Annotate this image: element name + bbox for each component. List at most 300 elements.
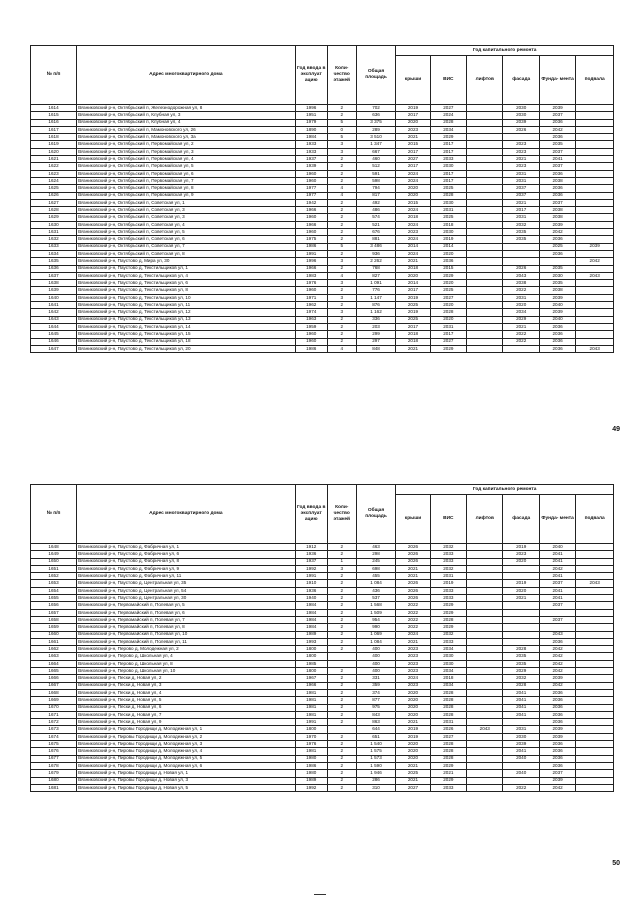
facade-year-cell: 2039 [503, 741, 539, 748]
table-row [31, 719, 614, 726]
vis-year-cell: 2020 [430, 250, 466, 257]
total-area-cell: 598 [356, 177, 396, 184]
basement-year-cell [576, 689, 614, 696]
header-year: Год ввода в эксплуат ацию [295, 485, 327, 544]
page-number-50: 50 [612, 860, 620, 867]
lift-year-cell [467, 689, 503, 696]
facade-year-cell: 2023 [503, 141, 539, 148]
facade-year-cell: 2021 [503, 323, 539, 330]
total-area-cell: 1 568 [356, 602, 396, 609]
total-area-cell: 1 573 [356, 755, 396, 762]
facade-year-cell: 2029 [503, 668, 539, 675]
table-row [31, 345, 614, 352]
total-area-cell: 512 [356, 163, 396, 170]
foundation-year-cell: 2039 [539, 221, 575, 228]
basement-year-cell [576, 250, 614, 257]
total-area-cell: 667 [356, 148, 396, 155]
basement-year-cell [576, 631, 614, 638]
row-number-cell: 1645 [31, 331, 77, 338]
floors-cell: 2 [327, 711, 356, 718]
address-cell: Вязниковский р-н, Паустово д, Текстильщиков ул, 8 [77, 287, 296, 294]
table-row [31, 134, 614, 141]
address-cell: Вязниковский р-н, Паустово д, Текстильщиков ул, 15 [77, 331, 296, 338]
roof-year-cell: 2021 [396, 565, 430, 572]
vis-year-cell: 2017 [430, 141, 466, 148]
floors-cell: 2 [327, 689, 356, 696]
header-facade: фасада [503, 495, 539, 544]
row-number-cell: 1633 [31, 243, 77, 250]
basement-year-cell [576, 163, 614, 170]
address-cell: Вязниковский р-н, Октябрьский п, Советская ул, 3 [77, 207, 296, 214]
floors-cell: 2 [327, 631, 356, 638]
table-row [31, 595, 614, 602]
total-area-cell: 374 [356, 689, 396, 696]
vis-year-cell: 2018 [430, 675, 466, 682]
total-area-cell: 297 [356, 338, 396, 345]
header-floors: Коли- чество этажей [327, 485, 356, 544]
foundation-year-cell: 2042 [539, 660, 575, 667]
foundation-year-cell: 2041 [539, 595, 575, 602]
lift-year-cell [467, 229, 503, 236]
roof-year-cell: 2018 [396, 265, 430, 272]
table-row [31, 646, 614, 653]
floors-cell: 2 [327, 580, 356, 587]
address-cell: Вязниковский р-н, Октябрьский п, Советская ул, 1 [77, 199, 296, 206]
foundation-year-cell: 2036 [539, 711, 575, 718]
roof-year-cell: 2026 [396, 595, 430, 602]
lift-year-cell [467, 214, 503, 221]
table-row [31, 660, 614, 667]
total-area-cell: 636 [356, 112, 396, 119]
lift-year-cell [467, 551, 503, 558]
basement-year-cell [576, 682, 614, 689]
basement-year-cell [576, 697, 614, 704]
row-number-cell: 1653 [31, 580, 77, 587]
facade-year-cell: 2043 [503, 272, 539, 279]
address-cell: Вязниковский р-н, Октябрьский п, Первомайская ул, 6 [77, 170, 296, 177]
foundation-year-cell: 2030 [539, 272, 575, 279]
facade-year-cell [503, 719, 539, 726]
vis-year-cell: 2028 [430, 616, 466, 623]
floors-cell: 2 [327, 595, 356, 602]
table-row [31, 105, 614, 112]
facade-year-cell: 2041 [503, 748, 539, 755]
vis-year-cell: 2019 [430, 580, 466, 587]
vis-year-cell: 2032 [430, 631, 466, 638]
facade-year-cell: 2020 [503, 302, 539, 309]
table-row [31, 616, 614, 623]
table-row [31, 631, 614, 638]
vis-year-cell: 2020 [430, 316, 466, 323]
table-row [31, 784, 614, 791]
basement-year-cell [576, 733, 614, 740]
total-area-cell: 876 [356, 302, 396, 309]
foundation-year-cell: 2040 [539, 316, 575, 323]
total-area-cell: 1 084 [356, 580, 396, 587]
year-built-cell: 1936 [295, 587, 327, 594]
basement-year-cell [576, 287, 614, 294]
facade-year-cell [503, 258, 539, 265]
address-cell: Вязниковский р-н, Перово д, Молодежная ул, 2 [77, 646, 296, 653]
address-cell: Вязниковский р-н, Пировы Городищи д, Молодежная ул, 2 [77, 733, 296, 740]
basement-year-cell [576, 551, 614, 558]
floors-cell: 4 [327, 345, 356, 352]
total-area-cell: 359 [356, 682, 396, 689]
vis-year-cell: 2030 [430, 653, 466, 660]
row-number-cell: 1644 [31, 323, 77, 330]
table-row [31, 119, 614, 126]
foundation-year-cell: 2036 [539, 704, 575, 711]
facade-year-cell [503, 777, 539, 784]
roof-year-cell: 2017 [396, 287, 430, 294]
roof-year-cell: 2024 [396, 177, 430, 184]
roof-year-cell: 2019 [396, 309, 430, 316]
foundation-year-cell: 2037 [539, 616, 575, 623]
foundation-year-cell: 2037 [539, 602, 575, 609]
address-cell: Вязниковский р-н, Октябрьский п, Клубная ул, 3 [77, 112, 296, 119]
row-number-cell: 1638 [31, 280, 77, 287]
table-row [31, 207, 614, 214]
facade-year-cell [503, 638, 539, 645]
year-built-cell: 1951 [295, 112, 327, 119]
year-built-cell: 1979 [295, 119, 327, 126]
total-area-cell: 990 [356, 624, 396, 631]
total-area-cell: 591 [356, 170, 396, 177]
foundation-year-cell: 2039 [539, 777, 575, 784]
address-cell: Вязниковский р-н, Пировы Городищи д, Новая ул, 1 [77, 770, 296, 777]
foundation-year-cell: 2035 [539, 280, 575, 287]
lift-year-cell [467, 338, 503, 345]
facade-year-cell: 2021 [503, 199, 539, 206]
facade-year-cell: 2030 [503, 105, 539, 112]
address-cell: Вязниковский р-н, Октябрьский п, Советская ул, 3 [77, 214, 296, 221]
table-row [31, 265, 614, 272]
total-area-cell: 1 946 [356, 770, 396, 777]
floors-cell: 5 [327, 119, 356, 126]
vis-year-cell: 2029 [430, 609, 466, 616]
vis-year-cell: 2020 [430, 302, 466, 309]
roof-year-cell: 2026 [396, 544, 430, 551]
year-built-cell: 1970 [295, 733, 327, 740]
repair-schedule-table-page-49 [30, 45, 614, 353]
floors-cell: 3 [327, 294, 356, 301]
roof-year-cell: 2020 [396, 192, 430, 199]
year-built-cell: 1981 [295, 711, 327, 718]
table-row [31, 638, 614, 645]
lift-year-cell: 2043 [467, 726, 503, 733]
vis-year-cell: 2028 [430, 755, 466, 762]
table-row [31, 177, 614, 184]
row-number-cell: 1660 [31, 631, 77, 638]
address-cell: Вязниковский р-н, Октябрьский п, Первомайская ул, 8 [77, 185, 296, 192]
floors-cell: 2 [327, 777, 356, 784]
total-area-cell: 1 347 [356, 141, 396, 148]
foundation-year-cell: 2036 [539, 331, 575, 338]
vis-year-cell: 2017 [430, 331, 466, 338]
address-cell: Вязниковский р-н, Паустово д, Фабричная ул, 8 [77, 558, 296, 565]
header-year: Год ввода в эксплуат ацию [295, 46, 327, 105]
table-row [31, 214, 614, 221]
foundation-year-cell [539, 258, 575, 265]
header-address: Адрес многоквартирного дома [77, 46, 296, 105]
basement-year-cell [576, 624, 614, 631]
total-area-cell: 455 [356, 573, 396, 580]
vis-year-cell: 2031 [430, 719, 466, 726]
roof-year-cell: 2022 [396, 624, 430, 631]
year-built-cell: 1942 [295, 199, 327, 206]
lift-year-cell [467, 112, 503, 119]
year-built-cell: 1985 [295, 660, 327, 667]
floors-cell: 2 [327, 199, 356, 206]
floors-cell: 2 [327, 682, 356, 689]
total-area-cell: 1 084 [356, 638, 396, 645]
address-cell: Вязниковский р-н, Октябрьский п, Советская ул, 8 [77, 250, 296, 257]
total-area-cell: 676 [356, 229, 396, 236]
floors-cell: 2 [327, 207, 356, 214]
facade-year-cell: 2035 [503, 229, 539, 236]
floors-cell: 2 [327, 616, 356, 623]
foundation-year-cell: 2036 [539, 755, 575, 762]
floors-cell: 0 [327, 126, 356, 133]
roof-year-cell: 2023 [396, 660, 430, 667]
vis-year-cell: 2025 [430, 287, 466, 294]
year-built-cell: 1971 [295, 294, 327, 301]
table-row [31, 287, 614, 294]
row-number-cell: 1649 [31, 551, 77, 558]
table-row [31, 112, 614, 119]
year-built-cell: 1959 [295, 323, 327, 330]
facade-year-cell: 2028 [503, 646, 539, 653]
row-number-cell: 1659 [31, 624, 77, 631]
foundation-year-cell: 2039 [539, 105, 575, 112]
year-built-cell: 1975 [295, 236, 327, 243]
facade-year-cell: 2037 [503, 192, 539, 199]
floors-cell: 2 [327, 719, 356, 726]
foundation-year-cell: 2038 [539, 177, 575, 184]
facade-year-cell: 2030 [503, 733, 539, 740]
foundation-year-cell: 2036 [539, 134, 575, 141]
lift-year-cell [467, 668, 503, 675]
year-built-cell: 1933 [295, 148, 327, 155]
floors-cell: 2 [327, 762, 356, 769]
address-cell: Вязниковский р-н, Октябрьский п, Клубная ул, 4 [77, 119, 296, 126]
foundation-year-cell: 2036 [539, 762, 575, 769]
foundation-year-cell [539, 609, 575, 616]
floors-cell: 5 [327, 243, 356, 250]
roof-year-cell: 2017 [396, 148, 430, 155]
vis-year-cell: 2021 [430, 770, 466, 777]
vis-year-cell: 2029 [430, 762, 466, 769]
address-cell: Вязниковский р-н, Первомайский п, Полевая ул, 7 [77, 616, 296, 623]
year-built-cell: 1991 [295, 573, 327, 580]
basement-year-cell [576, 660, 614, 667]
floors-cell: 3 [327, 148, 356, 155]
table-row [31, 338, 614, 345]
address-cell: Вязниковский р-н, Октябрьский п, Железнодорожная ул, 8 [77, 105, 296, 112]
roof-year-cell: 2023 [396, 682, 430, 689]
address-cell: Вязниковский р-н, Октябрьский п, Первомайская ул, 3 [77, 148, 296, 155]
year-built-cell: 1963 [295, 316, 327, 323]
row-number-cell: 1678 [31, 762, 77, 769]
foundation-year-cell: 2039 [539, 733, 575, 740]
total-area-cell: 3 510 [356, 134, 396, 141]
row-number-cell: 1639 [31, 287, 77, 294]
basement-year-cell [576, 221, 614, 228]
address-cell: Вязниковский р-н, Пески д, Новая ул, 9 [77, 719, 296, 726]
foundation-year-cell: 2036 [539, 170, 575, 177]
floors-cell: 2 [327, 170, 356, 177]
lift-year-cell [467, 105, 503, 112]
address-cell: Вязниковский р-н, Первомайский п, Полевая ул, 5 [77, 602, 296, 609]
row-number-cell: 1636 [31, 265, 77, 272]
floors-cell: 2 [327, 609, 356, 616]
lift-year-cell [467, 302, 503, 309]
total-area-cell: 1 509 [356, 609, 396, 616]
roof-year-cell: 2019 [396, 105, 430, 112]
floors-cell: 5 [327, 134, 356, 141]
roof-year-cell: 2023 [396, 653, 430, 660]
year-built-cell: 1966 [295, 207, 327, 214]
row-number-cell: 1646 [31, 338, 77, 345]
row-number-cell: 1630 [31, 221, 77, 228]
vis-year-cell: 2026 [430, 726, 466, 733]
address-cell: Вязниковский р-н, Октябрьский п, Советская ул, 7 [77, 243, 296, 250]
year-built-cell: 1996 [295, 258, 327, 265]
address-cell: Вязниковский р-н, Паустово д, Центральная ул, 54 [77, 587, 296, 594]
total-area-cell: 1 147 [356, 294, 396, 301]
lift-year-cell [467, 141, 503, 148]
header-repair-year: Год капитального ремонта [396, 485, 614, 495]
vis-year-cell: 2032 [430, 565, 466, 572]
facade-year-cell: 2026 [503, 265, 539, 272]
foundation-year-cell: 2038 [539, 207, 575, 214]
year-built-cell: 1989 [295, 631, 327, 638]
total-area-cell: 848 [356, 345, 396, 352]
year-built-cell: 1992 [295, 784, 327, 791]
row-number-cell: 1675 [31, 741, 77, 748]
table-row [31, 316, 614, 323]
total-area-cell: 2 262 [356, 258, 396, 265]
address-cell: Вязниковский р-н, Паустово д, Текстильщиков ул, 13 [77, 316, 296, 323]
address-cell: Вязниковский р-н, Паустово д, Текстильщиков ул, 10 [77, 294, 296, 301]
foundation-year-cell: 2039 [539, 726, 575, 733]
vis-year-cell: 2034 [430, 668, 466, 675]
lift-year-cell [467, 287, 503, 294]
roof-year-cell: 2024 [396, 170, 430, 177]
floors-cell: 2 [327, 587, 356, 594]
vis-year-cell: 2032 [430, 544, 466, 551]
facade-year-cell: 2039 [503, 119, 539, 126]
facade-year-cell: 2019 [503, 544, 539, 551]
row-number-cell: 1615 [31, 112, 77, 119]
facade-year-cell: 2034 [503, 309, 539, 316]
basement-year-cell [576, 294, 614, 301]
lift-year-cell [467, 119, 503, 126]
vis-year-cell: 2033 [430, 784, 466, 791]
facade-year-cell [503, 602, 539, 609]
address-cell: Вязниковский р-н, Паустово д, Текстильщиков ул, 11 [77, 302, 296, 309]
lift-year-cell [467, 345, 503, 352]
year-built-cell: 1940 [295, 595, 327, 602]
lift-year-cell [467, 316, 503, 323]
address-cell: Вязниковский р-н, Октябрьский п, Первомайская ул, 5 [77, 163, 296, 170]
address-cell: Вязниковский р-н, Перово д, Школьная ул, 10 [77, 668, 296, 675]
roof-year-cell: 2021 [396, 777, 430, 784]
basement-year-cell [576, 229, 614, 236]
floors-cell: 2 [327, 697, 356, 704]
foundation-year-cell: 2036 [539, 741, 575, 748]
facade-year-cell: 2028 [503, 682, 539, 689]
lift-year-cell [467, 170, 503, 177]
year-built-cell: 1960 [295, 177, 327, 184]
table-row [31, 192, 614, 199]
vis-year-cell: 2029 [430, 602, 466, 609]
roof-year-cell: 2024 [396, 675, 430, 682]
address-cell: Вязниковский р-н, Паустово д, Текстильщиков ул, 20 [77, 345, 296, 352]
total-area-cell: 1 091 [356, 280, 396, 287]
table-row [31, 711, 614, 718]
basement-year-cell [576, 338, 614, 345]
basement-year-cell [576, 595, 614, 602]
year-built-cell: 1981 [295, 689, 327, 696]
year-built-cell: 1980 [295, 770, 327, 777]
total-area-cell: 1 069 [356, 631, 396, 638]
floors-cell [327, 653, 356, 660]
row-number-cell: 1667 [31, 682, 77, 689]
row-number-cell: 1619 [31, 141, 77, 148]
floors-cell: 2 [327, 544, 356, 551]
address-cell: Вязниковский р-н, Пески д, Новая ул, 2 [77, 675, 296, 682]
basement-year-cell [576, 711, 614, 718]
foundation-year-cell: 2036 [539, 689, 575, 696]
roof-year-cell: 2024 [396, 236, 430, 243]
basement-year-cell [576, 199, 614, 206]
row-number-cell: 1664 [31, 660, 77, 667]
row-number-cell: 1640 [31, 294, 77, 301]
basement-year-cell [576, 177, 614, 184]
table-row [31, 323, 614, 330]
year-built-cell: 1984 [295, 134, 327, 141]
row-number-cell: 1624 [31, 177, 77, 184]
roof-year-cell: 2018 [396, 331, 430, 338]
lift-year-cell [467, 660, 503, 667]
total-area-cell: 651 [356, 733, 396, 740]
roof-year-cell: 2018 [396, 214, 430, 221]
address-cell: Вязниковский р-н, Пески д, Новая ул, 4 [77, 689, 296, 696]
year-built-cell: 1960 [295, 287, 327, 294]
roof-year-cell: 2017 [396, 163, 430, 170]
roof-year-cell: 2014 [396, 280, 430, 287]
table-row [31, 250, 614, 257]
address-cell: Вязниковский р-н, Паустово д, Центральная ул, 35 [77, 580, 296, 587]
table-row [31, 170, 614, 177]
floors-cell: 3 [327, 309, 356, 316]
facade-year-cell [503, 565, 539, 572]
year-built-cell: 1936 [295, 551, 327, 558]
facade-year-cell: 2031 [503, 294, 539, 301]
total-area-cell: 400 [356, 668, 396, 675]
roof-year-cell: 2020 [396, 272, 430, 279]
roof-year-cell: 2025 [396, 316, 430, 323]
total-area-cell: 460 [356, 156, 396, 163]
vis-year-cell: 2031 [430, 207, 466, 214]
table-row [31, 704, 614, 711]
year-built-cell: 1984 [295, 624, 327, 631]
lift-year-cell [467, 558, 503, 565]
facade-year-cell [503, 345, 539, 352]
basement-year-cell [576, 609, 614, 616]
basement-year-cell [576, 105, 614, 112]
